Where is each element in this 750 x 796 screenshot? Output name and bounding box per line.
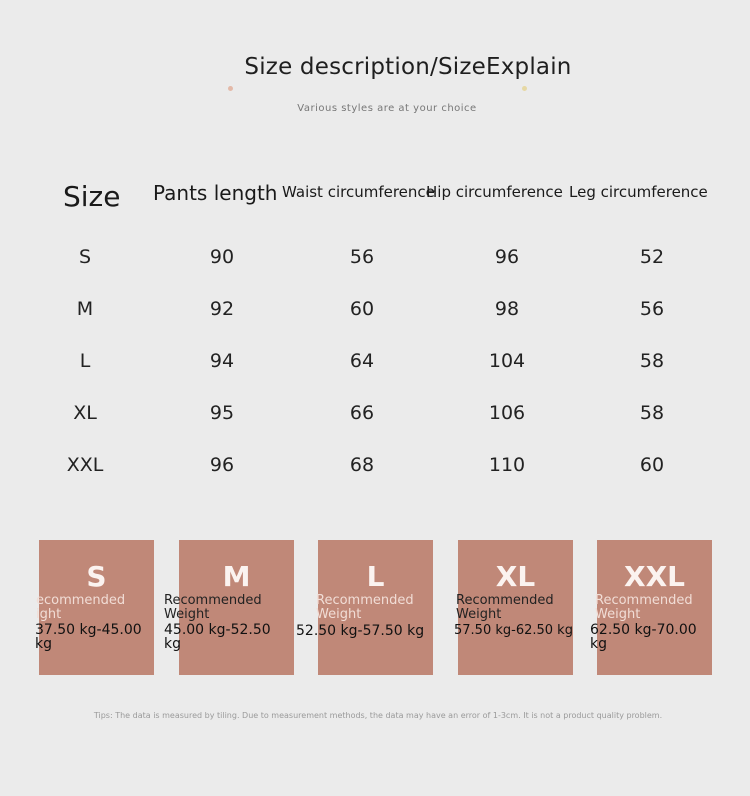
pants-length-cell: 94 [209, 350, 235, 372]
page-subtitle: Various styles are at your choice [297, 103, 477, 114]
leg-cell: 58 [639, 350, 665, 372]
card-size-label: S [86, 560, 107, 593]
hip-cell: 98 [494, 298, 520, 320]
size-cell: M [76, 298, 94, 320]
card-size-label: XL [495, 560, 536, 593]
waist-cell: 56 [349, 246, 375, 268]
weight-range: 62.50 kg-70.00 kg [590, 622, 697, 652]
leg-cell: 58 [639, 402, 665, 424]
weight-range: 37.50 kg-45.00 kg [35, 622, 142, 652]
waist-cell: 60 [349, 298, 375, 320]
leg-cell: 52 [639, 246, 665, 268]
recommended-weight-label: Recommended Weight [595, 593, 693, 622]
card-size-label: L [366, 560, 385, 593]
waist-cell: 64 [349, 350, 375, 372]
hip-cell: 104 [488, 350, 526, 372]
hip-cell: 110 [488, 454, 526, 476]
weight-range: 45.00 kg-52.50 kg [164, 622, 271, 652]
hip-cell: 96 [494, 246, 520, 268]
size-cell: XXL [66, 454, 104, 476]
size-cell: XL [73, 402, 97, 424]
leg-cell: 56 [639, 298, 665, 320]
size-cell: S [78, 246, 92, 268]
recommended-weight-label: Recommended Weight [456, 593, 554, 622]
accent-dot-left [228, 86, 233, 91]
weight-range: 57.50 kg-62.50 kg [454, 623, 573, 638]
card-size-label: XXL [623, 560, 686, 593]
hip-cell: 106 [488, 402, 526, 424]
page-title: Size description/SizeExplain [244, 54, 572, 80]
waist-cell: 68 [349, 454, 375, 476]
card-size-label: M [222, 560, 251, 593]
measurement-tip: Tips: The data is measured by tiling. Due to measurement methods, the data may have an error of 1-3cm. It is not a product quality problem. [93, 711, 663, 720]
recommended-weight-label: Recommended Weight [164, 593, 262, 622]
column-header-leg: Leg circumference [569, 183, 708, 201]
column-header-hip: Hip circumference [426, 183, 563, 201]
pants-length-cell: 95 [209, 402, 235, 424]
leg-cell: 60 [639, 454, 665, 476]
column-header-waist: Waist circumference [282, 183, 435, 201]
recommended-weight-label: ecommended ight [36, 593, 126, 622]
pants-length-cell: 92 [209, 298, 235, 320]
column-header-size: Size [63, 180, 121, 213]
accent-dot-right [522, 86, 527, 91]
pants-length-cell: 96 [209, 454, 235, 476]
pants-length-cell: 90 [209, 246, 235, 268]
recommended-weight-label: Recommended Weight [316, 593, 414, 622]
size-cell: L [79, 350, 91, 372]
column-header-pants-length: Pants length [153, 181, 278, 205]
waist-cell: 66 [349, 402, 375, 424]
weight-range: 52.50 kg-57.50 kg [296, 623, 425, 639]
